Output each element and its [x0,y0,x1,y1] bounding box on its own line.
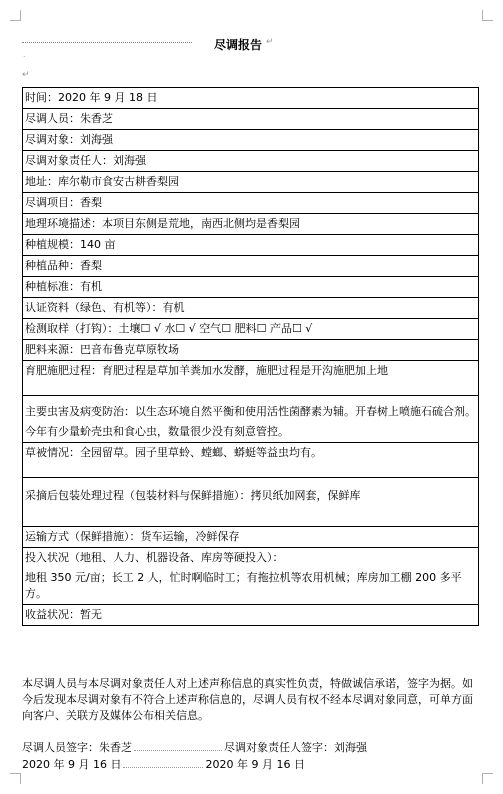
table-row [23,88,479,109]
field-label: 时间： [25,91,58,104]
field-label: 认证资料（绿色、有机等）： [25,301,163,314]
field-label: 检测取样（打钩）： [25,322,119,335]
field-label: 地址： [25,175,58,188]
table-row [23,256,479,277]
integrity-statement: 本尽调人员与本尽调对象责任人对上述声称信息的真实性负责，特做诚信承诺，签字为据。如今后发现本尽调对象有不符合上述声称信息的，尽调人员有权不经本尽调对象同意，可单方面向客户、关联方及媒体公布相关信息。 [22,677,473,722]
field-label: 尽调项目： [25,196,80,209]
field-value: 刘海强 [113,154,146,167]
field-value-extra: 今年有少量蚧壳虫和食心虫，数量很少没有刻意管控。 [25,425,289,438]
responsible-signature[interactable]: 刘海强 [334,741,367,754]
table-row [23,319,479,340]
field-value: 香梨 [80,196,102,209]
grass-cover-cell[interactable] [23,443,479,478]
responsible-cell[interactable] [23,151,479,172]
table-row [23,340,479,361]
address-cell[interactable] [23,172,479,193]
page-title: 尽调报告 [214,38,263,52]
field-value: 货车运输，冷鲜保存 [140,530,240,543]
table-row [23,193,479,214]
fertilizer-source-cell[interactable] [23,340,479,361]
field-label: 投入状况（地租、人力、机器设备、库房等硬投入）： [25,551,284,564]
field-value: 本项目东侧是荒地，南西北侧均是香梨园 [102,217,300,230]
investigator-signature[interactable]: 朱香芝 [99,741,132,754]
table-row [23,361,479,396]
table-row [23,109,479,130]
field-value: 有机 [162,301,185,314]
table-row [23,214,479,235]
table-row [23,527,479,548]
field-label: 地理环境描述： [25,217,102,230]
transport-cell[interactable] [23,527,479,548]
table-row [23,172,479,193]
investment-cell[interactable] [23,548,479,605]
field-value: 香梨 [80,259,102,272]
paragraph-mark: ↵ [266,37,274,47]
table-row [23,396,479,443]
income-cell[interactable] [23,605,479,626]
variety-cell[interactable] [23,256,479,277]
scale-cell[interactable] [23,235,479,256]
field-value: 全园留草。园子里草蛉、螳螂、蟒蜓等益虫均有。 [80,446,322,459]
table-row [23,605,479,626]
time-cell[interactable] [23,88,479,109]
responsible-signature-label: 尽调对象责任人签字： [224,741,334,754]
leader-dots [22,42,192,43]
table-row [23,277,479,298]
subject-cell[interactable] [23,130,479,151]
responsible-date[interactable]: 2020 年 9 月 16 日 [205,758,305,771]
field-label: 主要虫害及病变防治： [25,405,135,418]
date-row [22,757,478,773]
investigator-signature-label: 尽调人员签字： [22,741,99,754]
field-value: 巴音布鲁克草原牧场 [80,343,179,356]
field-value: 有机 [80,280,102,293]
page-corner-mark [10,10,21,21]
field-label: 种植标准： [25,280,80,293]
table-row [23,130,479,151]
table-row [23,298,479,319]
field-label: 肥料来源： [25,343,80,356]
field-label: 育肥施肥过程： [25,364,102,377]
pest-control-cell[interactable] [23,396,479,443]
table-row [23,443,479,478]
certification-cell[interactable] [23,298,479,319]
investigator-cell[interactable] [23,109,479,130]
field-label: 种植品种： [25,259,80,272]
packaging-cell[interactable] [23,478,479,527]
project-cell[interactable] [23,193,479,214]
page-corner-mark [482,10,493,21]
field-value: 拷贝纸加网套，保鲜库 [250,489,361,502]
field-label: 种植规模： [25,238,80,251]
field-value: 育肥过程是草加羊粪加水发酵，施肥过程是开沟施肥加上地 [102,364,388,377]
title-row [22,36,482,50]
field-value: 140 亩 [80,238,116,251]
environment-cell[interactable] [23,214,479,235]
field-label: 尽调人员： [25,112,80,125]
field-value: 以生态环境自然平衡和使用活性菌酵素为辅。开春树上喷施石硫合剂。 [135,405,476,418]
field-label: 收益状况： [25,608,80,621]
table-row [23,235,479,256]
date-leader [123,767,203,768]
paragraph-mark: ˙ [22,56,27,66]
field-label: 草被情况： [25,446,80,459]
field-label: 尽调对象责任人： [25,154,113,167]
due-diligence-table [22,87,479,626]
field-value: 库尔勒市食安古耕香梨园 [58,175,179,188]
field-value: 2020 年 9 月 18 日 [58,91,158,104]
page-corner-mark [10,773,21,784]
field-label: 运输方式（保鲜措施）： [25,530,141,543]
field-value: 土壤☐ √ 水☐ √ 空气☐ 肥料☐ 产品☐ √ [118,322,313,335]
investigator-date[interactable]: 2020 年 9 月 16 日 [22,758,122,771]
page-corner-mark [482,773,493,784]
sampling-cell[interactable] [23,319,479,340]
signature-row [22,740,478,756]
standard-cell[interactable] [23,277,479,298]
field-label: 采摘后包装处理过程（包装材料与保鲜措施）： [25,489,251,502]
field-value: 地租 350 元/亩；长工 2 人，忙时啊临时工；有拖拉机等农用机械；库房加工棚 200 多平方。 [25,571,462,600]
field-value: 朱香芝 [80,112,113,125]
table-row [23,151,479,172]
field-value: 刘海强 [80,133,113,146]
paragraph-mark: ↵ [22,70,30,80]
fertilizing-process-cell[interactable] [23,361,479,396]
field-label: 尽调对象： [25,133,80,146]
table-row [23,478,479,527]
table-row [23,548,479,605]
field-value: 暂无 [80,608,102,621]
signature-leader [134,750,222,751]
